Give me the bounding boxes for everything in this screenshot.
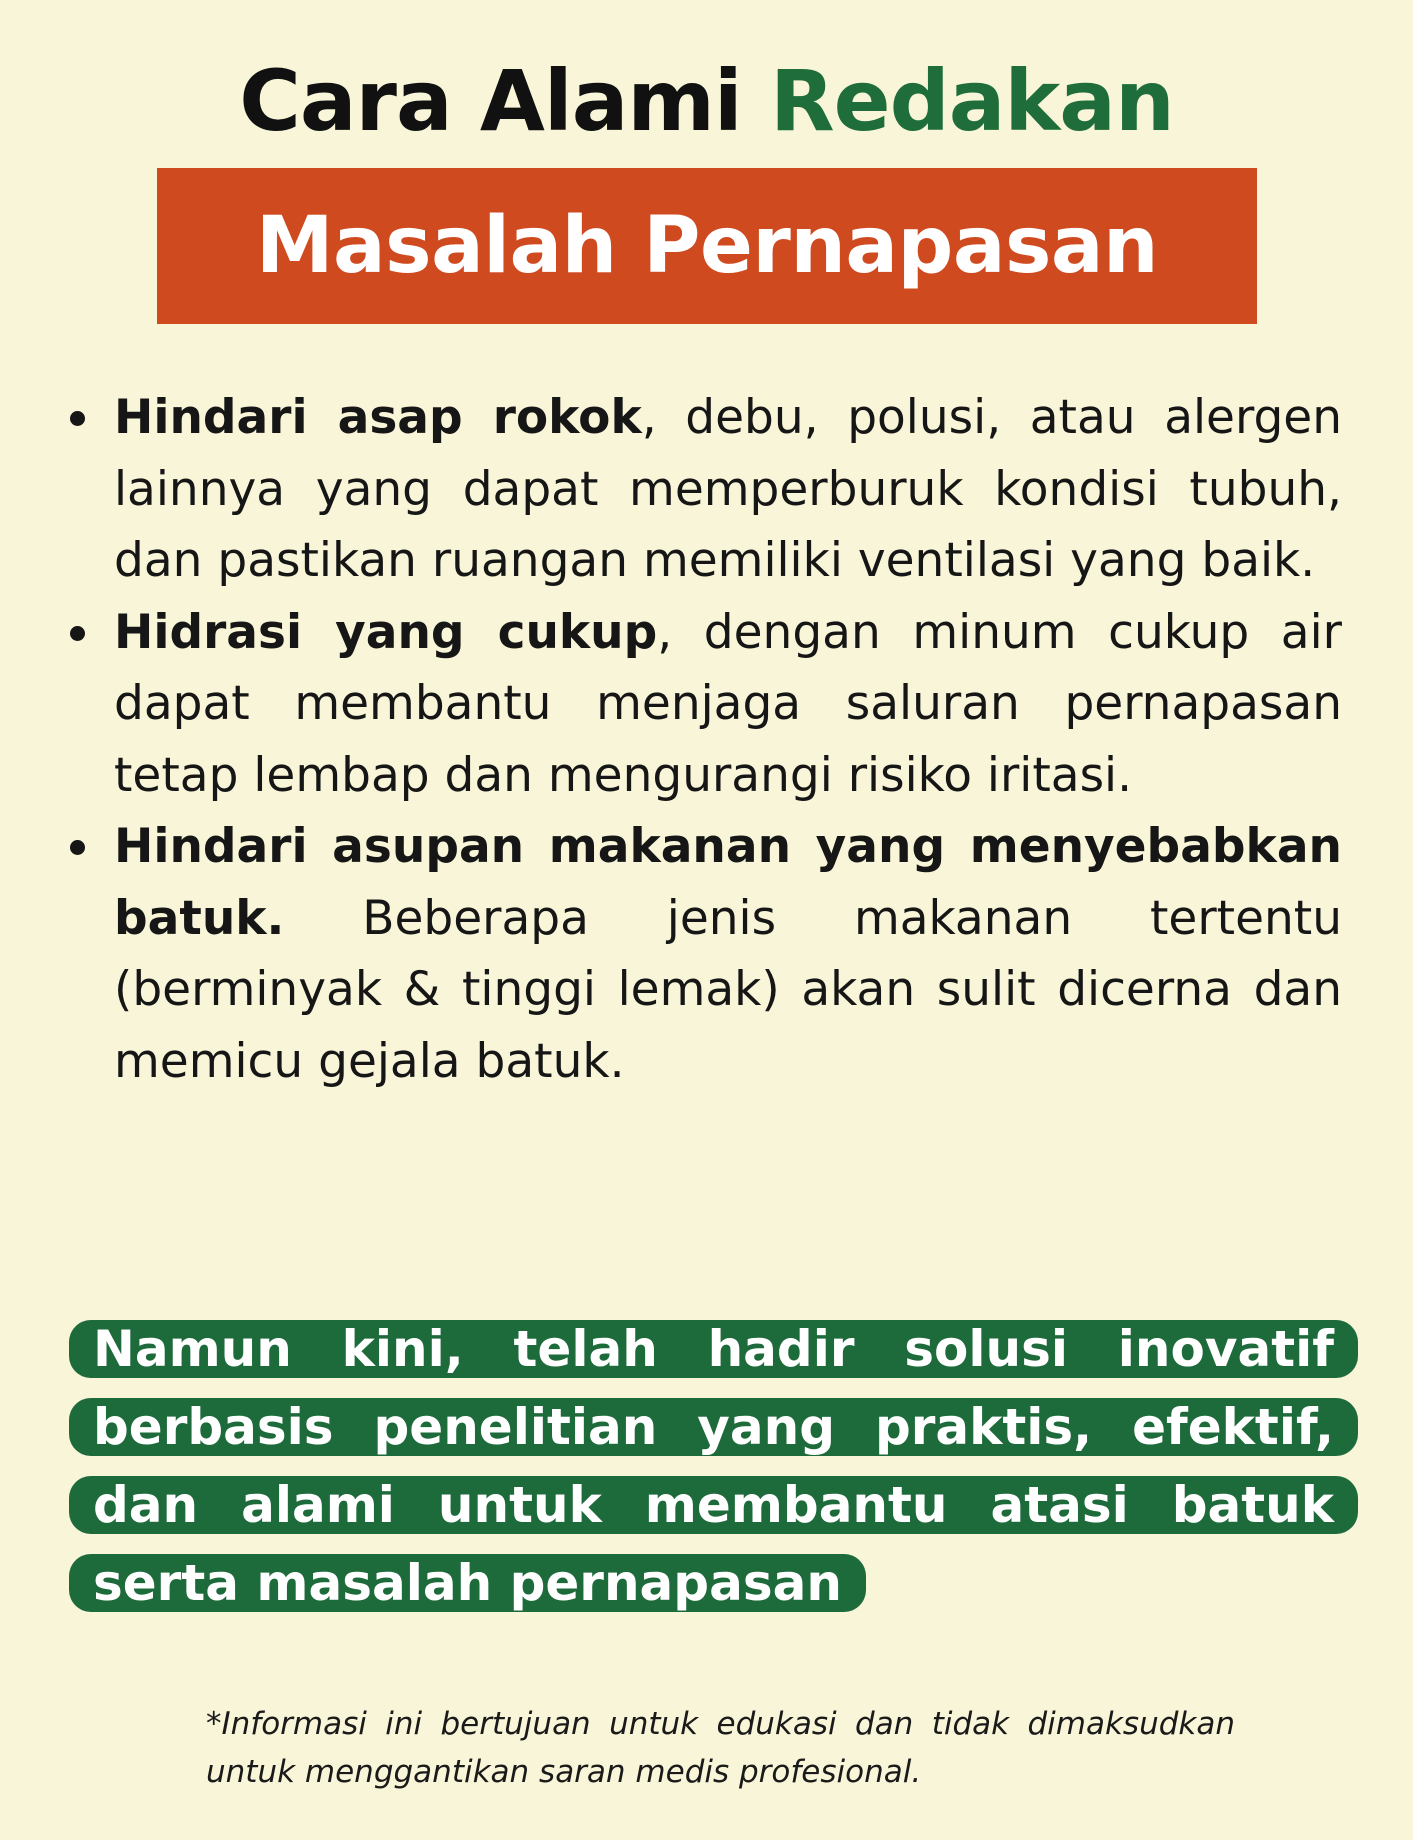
tip-text: Beberapa jenis makanan tertentu (berminyak & tinggi lemak) akan sulit dicerna dan memicu gejala batuk. — [114, 890, 1342, 1089]
tip-bold-text: Hindari asap rokok — [114, 390, 642, 445]
banner-text: Masalah Pernapasan — [255, 201, 1159, 291]
tip-bold-text: Hidrasi yang cukup — [114, 604, 658, 660]
tip-item — [66, 811, 1342, 1097]
tip-item — [66, 382, 1342, 597]
subtitle-banner — [157, 168, 1257, 324]
solution-callout — [70, 1290, 1358, 1640]
tip-text: , debu, polusi, atau alergen lainnya yang dapat memperburuk kondisi tubuh, dan pastikan ruangan memiliki ventilasi yang baik. — [114, 390, 1343, 588]
callout-text: Namun kini, telah hadir solusi inovatif berbasis penelitian yang praktis, efektif, dan alami untuk membantu atasi batuk serta masalah pernapasan — [69, 1320, 1358, 1612]
title-part-black: Cara Alami — [239, 52, 742, 150]
bullet-icon — [70, 626, 85, 641]
title-part-green: Redakan — [769, 52, 1174, 150]
tips-list — [66, 382, 1342, 1097]
tip-text: , dengan minum cukup air dapat membantu menjaga saluran pernapasan tetap lembap dan mengurangi risiko iritasi. — [114, 604, 1342, 803]
tip-bold-text: Hindari asupan makanan yang menyebabkan batuk. — [114, 819, 1342, 946]
disclaimer: *Informasi ini bertujuan untuk edukasi dan tidak dimaksudkan untuk menggantikan saran medis profesional. — [206, 1706, 1235, 1790]
page-title — [0, 46, 1413, 156]
tip-item — [66, 597, 1342, 812]
bullet-icon — [70, 411, 85, 426]
bullet-icon — [70, 840, 85, 855]
